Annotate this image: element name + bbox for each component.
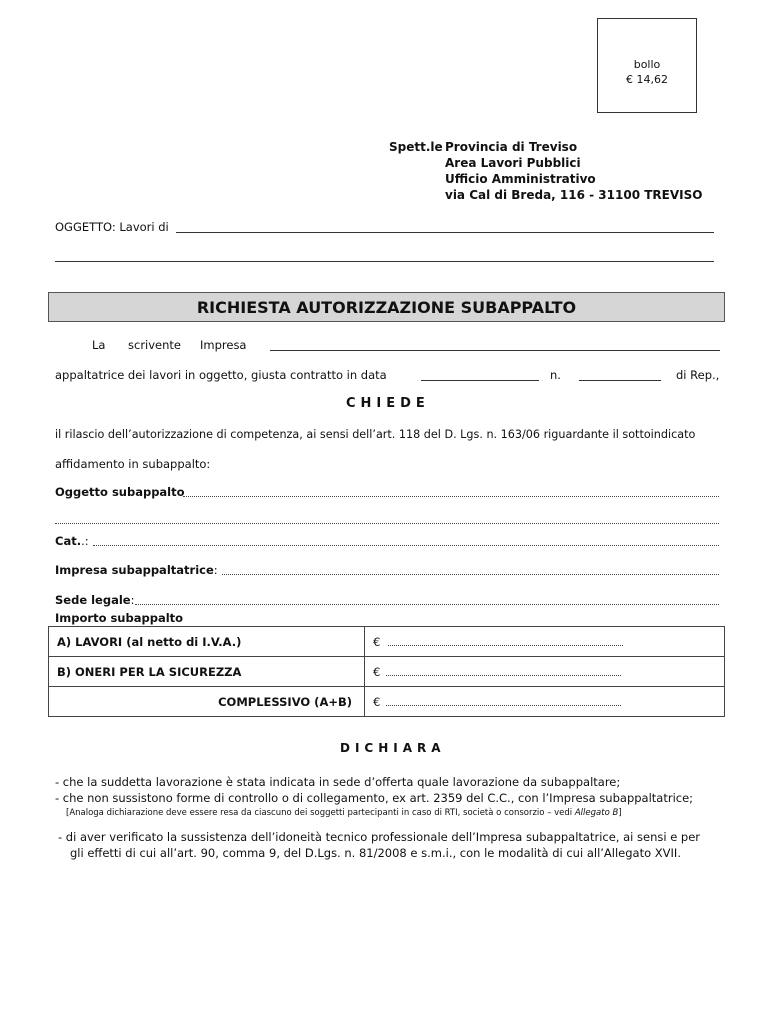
euro-symbol: € [373,634,381,649]
table-row [49,657,725,687]
dichiara-heading: DICHIARA [340,741,446,755]
request-text: il rilascio dell’autorizzazione di competenza, ai sensi dell’art. 118 del D. Lgs. n. 163/06 riguardante il sottoindicato [55,428,696,441]
lavori-label: A) LAVORI (al netto di I.V.A.) [49,627,365,657]
declaration-item-continued: gli effetti di cui all’art. 90, comma 9, del D.Lgs. n. 81/2008 e s.m.i., con le modalità di cui all’Allegato XVII. [70,846,681,860]
note-reference: Allegato B [574,808,619,818]
impresa-subappaltatrice-field[interactable] [222,574,719,575]
contract-number-field[interactable] [579,380,661,381]
declaration-note [66,808,622,818]
document-title: RICHIESTA AUTORIZZAZIONE SUBAPPALTO [48,292,725,322]
lavori-amount-field[interactable] [388,645,623,646]
colon: : [130,593,135,607]
complessivo-label: COMPLESSIVO (A+B) [49,687,365,717]
euro-symbol: € [373,694,381,709]
sede-legale-field[interactable] [135,604,719,605]
stamp-label: bollo [633,58,661,71]
stamp-box [597,18,697,113]
note-close: ] [618,808,622,818]
oggetto-field[interactable] [176,232,714,233]
recipient-line: Provincia di Treviso [445,140,578,154]
sede-legale-label: Sede legale [55,593,131,607]
complessivo-amount-field[interactable] [386,705,621,706]
request-text: affidamento in subappalto: [55,457,211,471]
recipient-salutation: Spett.le [389,140,443,154]
oggetto-field-continued[interactable] [55,261,714,262]
cat-label-group [55,534,89,548]
oneri-value-cell[interactable] [365,657,725,687]
sede-label-group [55,593,134,607]
oneri-amount-field[interactable] [386,675,621,676]
cat-label: Cat. [55,534,82,548]
chiede-heading: CHIEDE [346,396,430,411]
declaration-item: - di aver verificato la sussistenza dell’idoneità tecnico professionale dell’Impresa subappaltatrice, ai sensi e per [58,830,701,844]
oggetto-label: OGGETTO: Lavori di [55,220,169,234]
oggetto-subappalto-field[interactable] [183,496,719,497]
importo-label: Importo subappalto [55,611,184,625]
declaration-item: - che la suddetta lavorazione è stata indicata in sede d’offerta quale lavorazione da subappaltare; [55,775,621,789]
impresa-field[interactable] [270,350,720,351]
intro-rep-label: di Rep., [676,368,720,382]
euro-symbol: € [373,664,381,679]
intro-word: Impresa [200,338,247,352]
lavori-value-cell[interactable] [365,627,725,657]
colon: : [213,563,218,577]
declaration-item: - che non sussistono forme di controllo o di collegamento, ex art. 2359 del C.C., con l’Impresa subappaltatrice; [55,791,694,805]
intro-word: scrivente [128,338,181,352]
impresa-sub-label-group [55,563,218,577]
stamp-amount: € 14,62 [626,73,668,86]
table-row [49,687,725,717]
oggetto-subappalto-label: Oggetto subappalto [55,485,185,499]
recipient-line: via Cal di Breda, 116 - 31100 TREVISO [445,188,703,202]
recipient-line: Area Lavori Pubblici [445,156,581,170]
amounts-table [48,626,725,717]
oneri-label: B) ONERI PER LA SICUREZZA [49,657,365,687]
table-row [49,627,725,657]
complessivo-value-cell[interactable] [365,687,725,717]
note-text: [Analoga dichiarazione deve essere resa da ciascuno dei soggetti partecipanti in caso di RTI, società o consorzio – vedi [66,808,575,818]
oggetto-subappalto-field-continued[interactable] [55,523,719,524]
intro-contract-text: appaltatrice dei lavori in oggetto, giusta contratto in data [55,368,387,382]
cat-field[interactable] [93,545,719,546]
recipient-line: Ufficio Amministrativo [445,172,596,186]
cat-suffix: .: [81,534,89,548]
impresa-subappaltatrice-label: Impresa subappaltatrice [55,563,214,577]
intro-word: La [92,338,106,352]
contract-date-field[interactable] [421,380,539,381]
intro-number-label: n. [550,368,561,382]
